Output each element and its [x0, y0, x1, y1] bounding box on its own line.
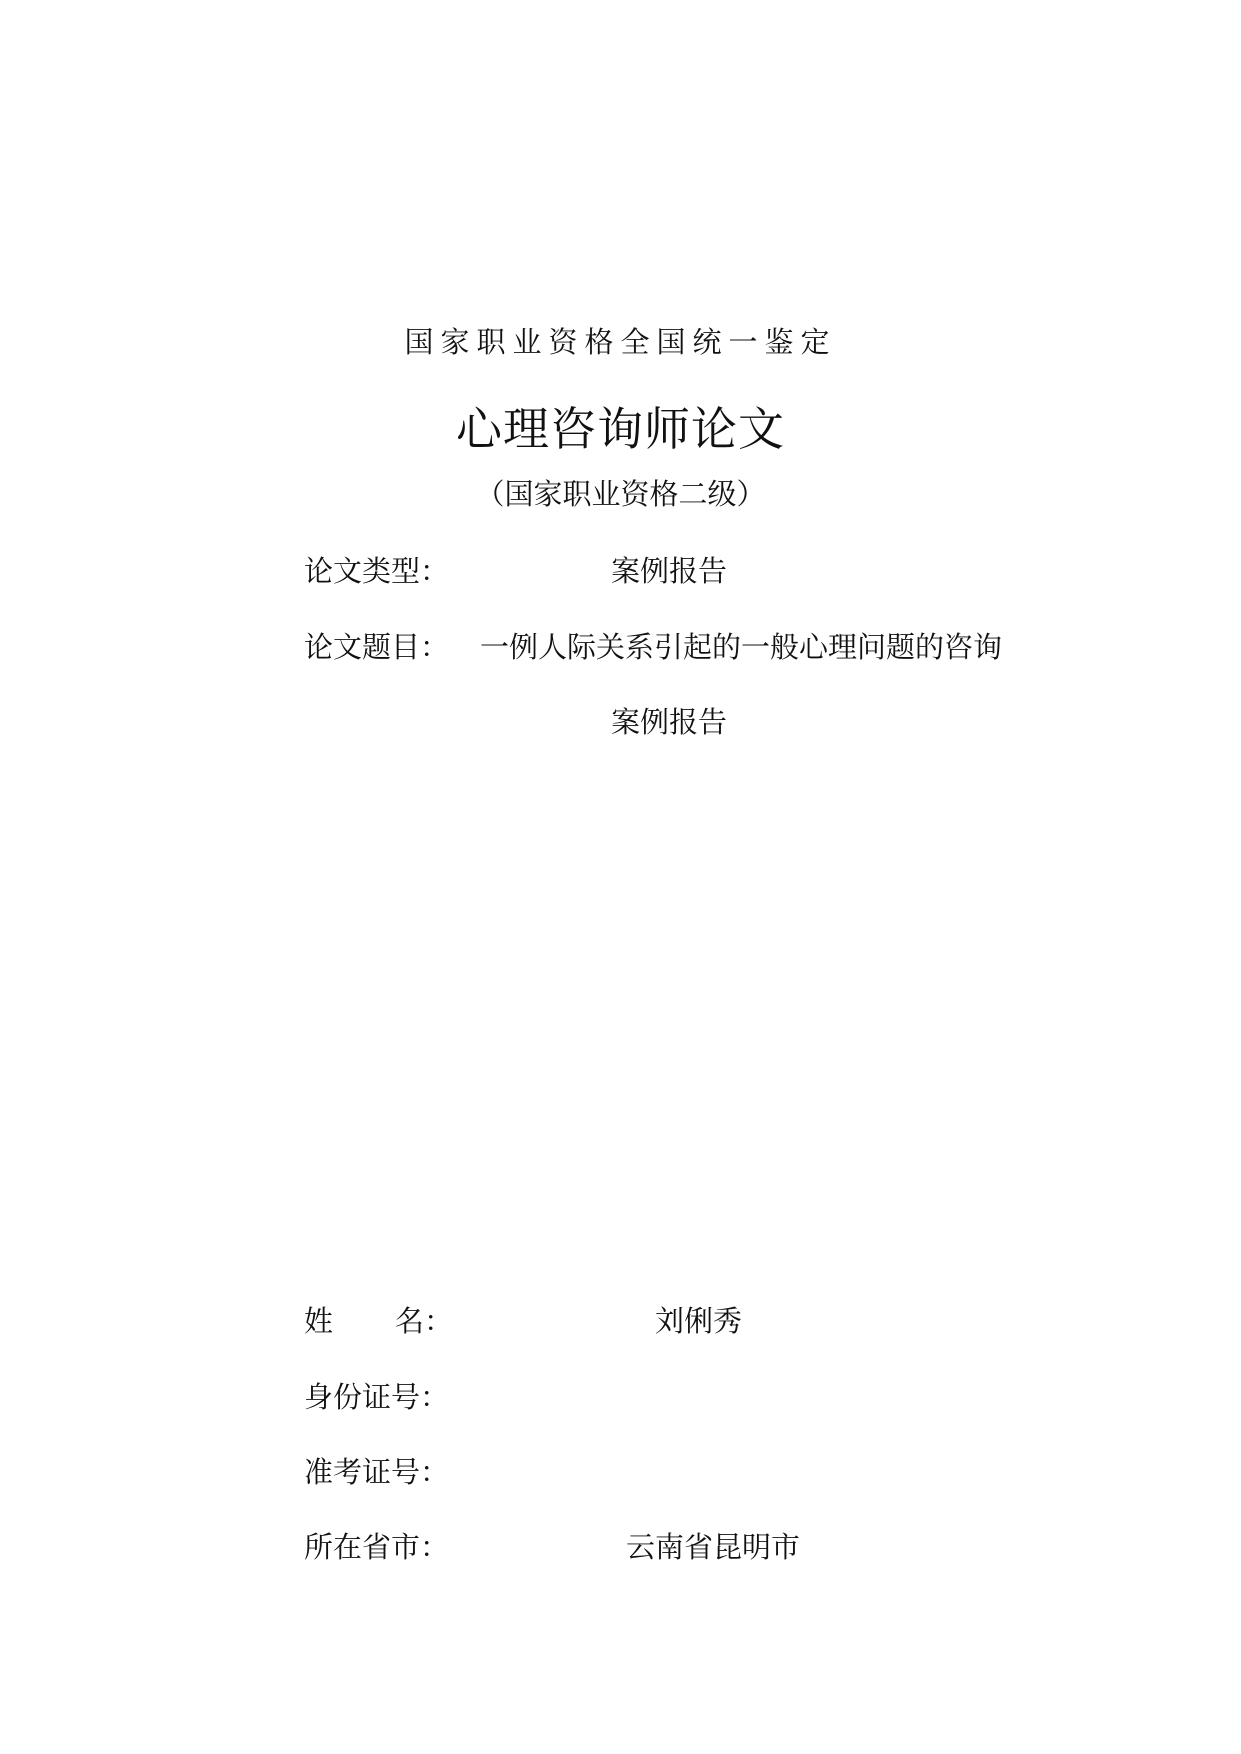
thesis-topic-value-line1: 一例人际关系引起的一般心理问题的咨询 [480, 630, 1003, 664]
name-label-char2: 名： [395, 1304, 454, 1338]
thesis-type-value: 案例报告 [611, 554, 728, 588]
thesis-topic-label: 论文题目： [304, 630, 450, 664]
thesis-topic-value-line2: 案例报告 [611, 705, 728, 739]
certification-header: 国家职业资格全国统一鉴定 [404, 325, 837, 359]
name-label [304, 1299, 453, 1340]
location-label: 所在省市： [304, 1530, 450, 1564]
qualification-level: （国家职业资格二级） [475, 477, 766, 511]
id-number-label: 身份证号： [304, 1380, 450, 1414]
name-value: 刘俐秀 [655, 1304, 743, 1338]
name-label-char1: 姓 [304, 1304, 334, 1338]
thesis-title: 心理咨询师论文 [456, 402, 785, 456]
exam-number-label: 准考证号： [304, 1455, 450, 1489]
thesis-type-label: 论文类型： [304, 554, 450, 588]
location-value: 云南省昆明市 [626, 1530, 801, 1564]
